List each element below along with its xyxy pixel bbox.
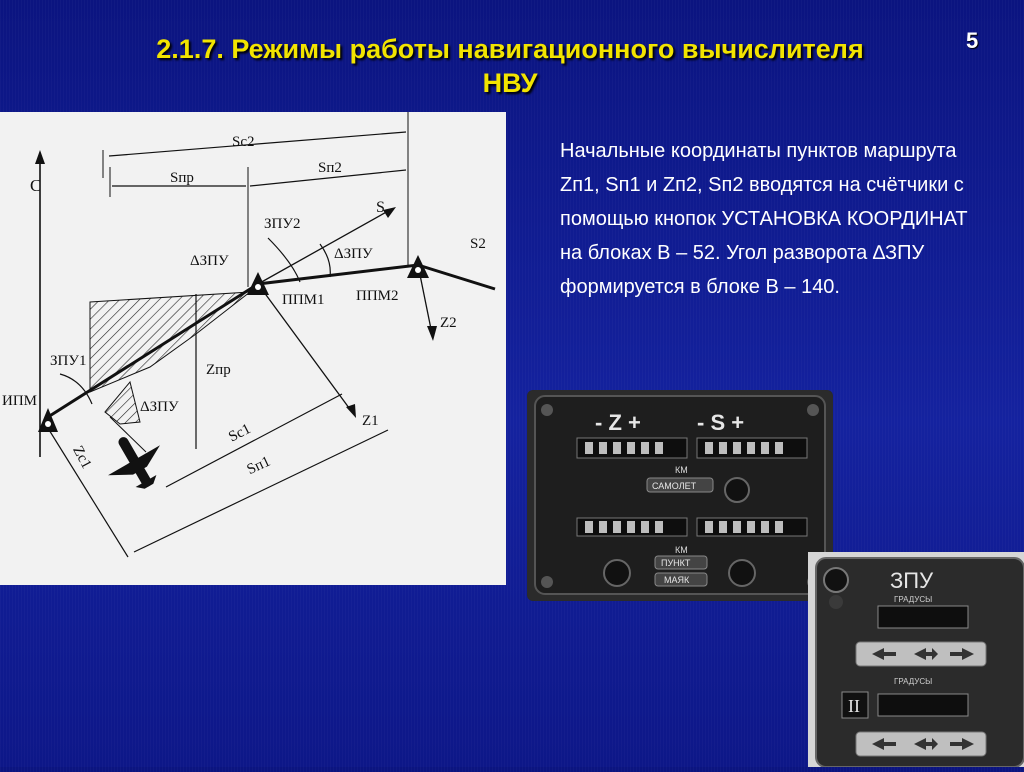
label-znp: Zпр bbox=[206, 362, 231, 378]
sn1-dimension bbox=[134, 430, 388, 552]
panel-b140-svg bbox=[808, 552, 1024, 767]
body-paragraph: Начальные координаты пунктов маршрута Zп1, Sп1 и Zп2, Sп2 вводятся на счётчики с помощью кнопок УСТАНОВКА КООРДИНАТ на блоках В – 52. Угол разворота ∆ЗПУ формируется в блоке В – 140. bbox=[560, 140, 968, 298]
plane-button-label: САМОЛЕТ bbox=[652, 481, 697, 491]
airplane-icon bbox=[95, 423, 175, 501]
label-s: S bbox=[376, 199, 385, 216]
label-z1: Z1 bbox=[362, 413, 379, 429]
label-c: С bbox=[30, 176, 42, 195]
zc1-dimension bbox=[46, 425, 128, 557]
roman-numeral: II bbox=[848, 696, 860, 716]
panel-b140 bbox=[808, 552, 1024, 767]
point-button-label: ПУНКТ bbox=[661, 558, 691, 568]
slide-title bbox=[60, 32, 960, 100]
label-dzpu-bottom: ΔЗПУ bbox=[140, 399, 179, 415]
label-s2: S2 bbox=[470, 236, 486, 252]
title-line-2: НВУ bbox=[482, 68, 538, 98]
label-zpu2: ЗПУ2 bbox=[264, 216, 301, 232]
label-zc1: Zc1 bbox=[69, 443, 95, 472]
knob-right[interactable] bbox=[729, 560, 755, 586]
sc2-dimension bbox=[109, 132, 406, 156]
label-ipm: ИПМ bbox=[2, 393, 38, 409]
s-label: - S + bbox=[697, 410, 745, 435]
knob-left[interactable] bbox=[604, 560, 630, 586]
zpu-counter-top bbox=[878, 606, 968, 628]
beacon-button-label: МАЯК bbox=[664, 575, 690, 585]
slide-number: 5 bbox=[966, 28, 979, 53]
zpu-panel-title: ЗПУ bbox=[890, 568, 934, 593]
panel-b52-svg bbox=[527, 390, 833, 601]
label-z2: Z2 bbox=[440, 315, 457, 331]
label-snp: Sпр bbox=[170, 170, 194, 186]
label-sn2: Sп2 bbox=[318, 160, 342, 176]
knob-top[interactable] bbox=[725, 478, 749, 502]
screw-top-left bbox=[824, 568, 848, 592]
degrees-bottom-label: ГРАДУСЫ bbox=[894, 677, 933, 686]
label-zpu1: ЗПУ1 bbox=[50, 353, 87, 369]
zpu-counter-bottom bbox=[878, 694, 968, 716]
label-dzpu-right: ΔЗПУ bbox=[334, 246, 373, 262]
label-ppm2: ППМ2 bbox=[356, 288, 399, 304]
navigation-diagram-svg bbox=[0, 112, 506, 585]
title-line-1: 2.1.7. Режимы работы навигационного вычислителя bbox=[156, 34, 864, 64]
degrees-top-label: ГРАДУСЫ bbox=[894, 595, 933, 604]
label-dzpu-left: ΔЗПУ bbox=[190, 253, 229, 269]
km-top-label: КМ bbox=[675, 465, 688, 475]
label-ppm1: ППМ1 bbox=[282, 292, 325, 308]
z-label: - Z + bbox=[595, 410, 641, 435]
panel-b52 bbox=[527, 390, 833, 601]
label-sc1: Sc1 bbox=[226, 420, 254, 446]
label-sc2: Sc2 bbox=[232, 134, 255, 150]
km-bottom-label: КМ bbox=[675, 545, 688, 555]
navigation-diagram bbox=[0, 112, 506, 585]
label-sn1: Sп1 bbox=[244, 453, 273, 479]
